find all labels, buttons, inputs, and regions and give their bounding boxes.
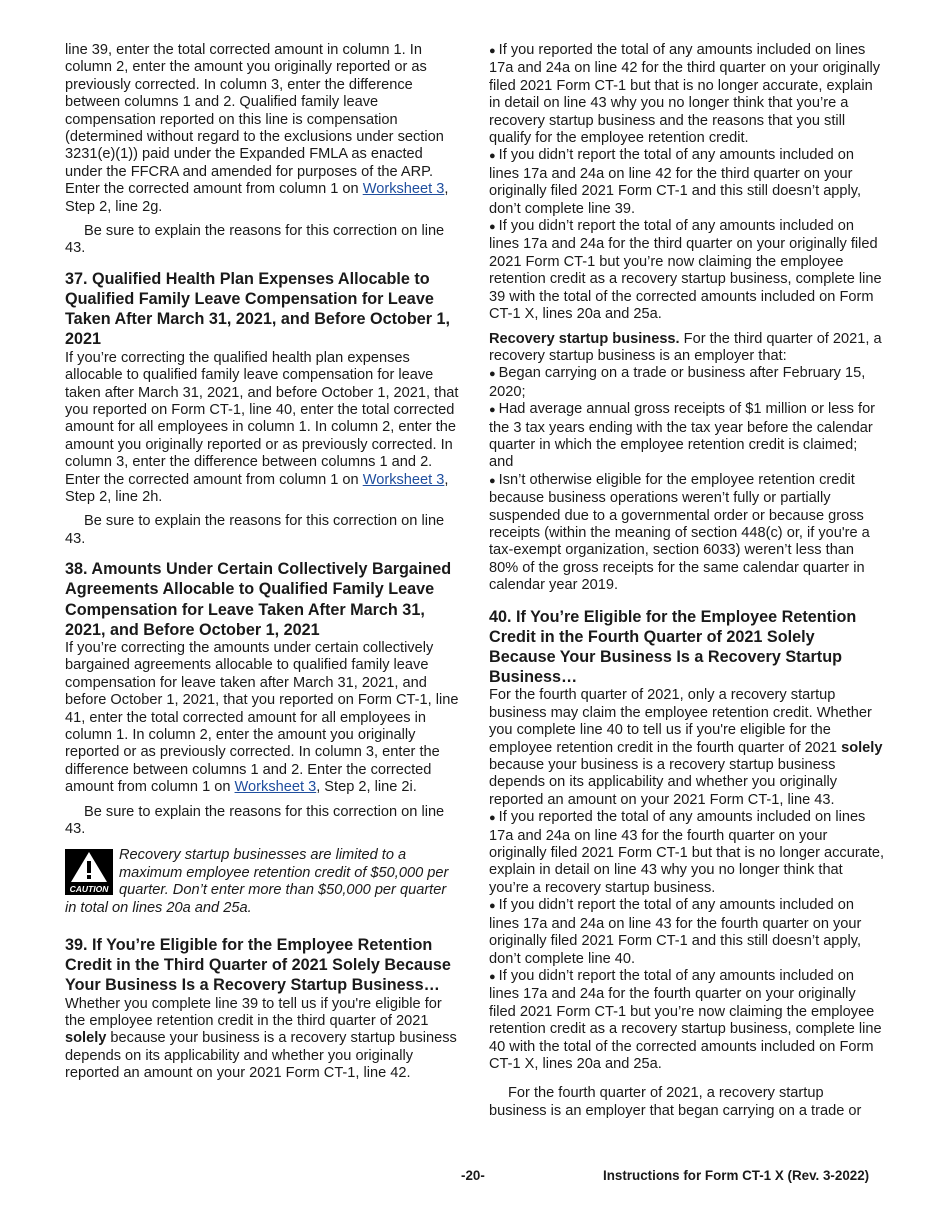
list-item: ● If you didn’t report the total of any amounts included on lines 17a and 24a for the third quarter on your originally filed 2021 Form CT-1 but you’re now claiming the employee retention credit as a recovery startup business, complete line 39 with the total of the corrected amounts included on Form CT-1 X, lines 20a and 25a.: [489, 218, 882, 323]
caution-text: Recovery startup businesses are limited to a maximum employee retention credit of $50,000 per quarter. Don’t enter more than $50,000 per quarter in total on lines 20a and 25a.: [65, 847, 449, 916]
page-number: -20-: [461, 1168, 485, 1183]
caution-icon: [65, 849, 113, 895]
explain-note: Be sure to explain the reasons for this correction on line 43.: [65, 513, 445, 547]
line37-body: If you’re correcting the qualified health plan expenses allocable to qualified family leave compensation for leave taken after March 31, 2021, and before October 1, 2021, that you reported on Form CT-1, line 40, enter the total corrected amount for all employees in column 1. In column 2, enter the amount you originally reported or as previously corrected. In column 3, enter the difference between columns 1 and 2. Enter the corrected amount from column 1 on Worksheet 3, Step 2, line 2h.: [65, 349, 459, 505]
explain-note: Be sure to explain the reasons for this correction on line 43.: [65, 803, 445, 838]
line38-body: If you’re correcting the amounts under certain collectively bargained agreements allocable to qualified family leave compensation for leave taken after March 31, 2021, and before October 1, 2021, that you reported on Form CT-1, line 41, enter the total corrected amount for all employees in column 1. In column 2, enter the amount you originally reported or as previously corrected. In column 3, enter the difference between columns 1 and 2. Enter the corrected amount from column 1 on Worksheet 3, Step 2, line 2i.: [65, 639, 459, 796]
caution-label: CAUTION: [69, 884, 109, 895]
line39-heading: 39. If You’re Eligible for the Employee Retention Credit in the Third Quarter of 2021 Solely Because Your Business Is a Recovery Startup Business…: [65, 936, 451, 995]
list-item: ● If you didn’t report the total of any amounts included on lines 17a and 24a for the fourth quarter on your originally filed 2021 Form CT-1 but you’re now claiming the employee retention credit as a recovery startup business, complete line 40 with the total of the corrected amounts included on Form CT-1 X, lines 20a and 25a.: [489, 967, 882, 1072]
list-item: ● Had average annual gross receipts of $1 million or less for the 3 tax years ending with the tax year before the calendar quarter in which the employee retention credit is claimed; and: [489, 401, 876, 471]
list-item: ● If you didn’t report the total of any amounts included on lines 17a and 24a on line 42 for the third quarter on your originally filed 2021 Form CT-1 and this still doesn’t apply, don’t complete line 39.: [489, 147, 862, 217]
left-column: [65, 42, 461, 1083]
worksheet-3-link[interactable]: Worksheet 3: [362, 471, 445, 488]
line40-body: For the fourth quarter of 2021, only a recovery startup business may claim the employee retention credit. Whether you complete line 40 to tell us if you're eligible for the employee retention credit in the fourth quarter of 2021 solely because your business is a recovery startup business depends on its applicability and whether you originally reported an amount on your 2021 Form CT-1, line 43.: [489, 687, 883, 808]
worksheet-3-link[interactable]: Worksheet 3: [234, 779, 317, 796]
caution-box: [65, 847, 461, 917]
line40-continuation: For the fourth quarter of 2021, a recovery startup business is an employer that began carrying on a trade or: [489, 1085, 862, 1119]
recovery-startup-definition: Recovery startup business. For the third quarter of 2021, a recovery startup business is an employer that:: [489, 330, 882, 364]
line40-heading: 40. If You’re Eligible for the Employee Retention Credit in the Fourth Quarter of 2021 Solely Because Your Business Is a Recovery Startup Business…: [489, 607, 857, 687]
list-item: ● Isn’t otherwise eligible for the employee retention credit because business operations weren’t fully or partially suspended due to a governmental order or because gross receipts (within the meaning of section 448(c) or, if you're a tax-exempt organization, section 6033) weren’t less than 80% of the gross receipts for the same calendar quarter in calendar year 2019.: [489, 471, 870, 594]
form-title: Instructions for Form CT-1 X (Rev. 3-2022): [603, 1168, 870, 1183]
line36-continuation: line 39, enter the total corrected amount in column 1. In column 2, enter the amount you originally reported or as previously corrected. In column 3, enter the difference between columns 1 and 2. Qualified family leave compensation reported on this line is compensation (determined without regard to the exclusions under section 3231(e)(1)) paid under the Expanded FMLA as enacted under the FFCRA and amended for purposes of the ARP. Enter the corrected amount from column 1 on Worksheet 3, Step 2, line 2g.: [65, 42, 449, 215]
line39-body: Whether you complete line 39 to tell us if you're eligible for the employee retention credit in the third quarter of 2021 solely because your business is a recovery startup business depends on its applicability and whether you originally reported an amount on your 2021 Form CT-1, line 42.: [65, 995, 457, 1082]
line38-heading: 38. Amounts Under Certain Collectively Bargained Agreements Allocable to Qualified Family Leave Compensation for Leave Taken After March 31, 2021, and Before October 1, 2021: [65, 560, 452, 639]
worksheet-3-link[interactable]: Worksheet 3: [362, 181, 445, 198]
list-item: ● If you reported the total of any amounts included on lines 17a and 24a on line 43 for the fourth quarter on your originally filed 2021 Form CT-1 but that is no longer accurate, explain in detail on line 43 why you no longer think that you’re a recovery startup business.: [489, 809, 885, 896]
list-item: ● Began carrying on a trade or business after February 15, 2020;: [489, 365, 866, 400]
list-item: ● If you reported the total of any amounts included on lines 17a and 24a on line 42 for the third quarter on your originally filed 2021 Form CT-1 but that is no longer accurate, explain in detail on line 43 why you no longer think that you’re a recovery startup business and the reasons that you still qualify for the employee retention credit.: [489, 42, 881, 147]
list-item: ● If you didn’t report the total of any amounts included on lines 17a and 24a on line 43 for the fourth quarter on your originally filed 2021 Form CT-1 and this still doesn’t apply, don’t complete line 40.: [489, 897, 862, 967]
explain-note: Be sure to explain the reasons for this correction on line 43.: [65, 223, 445, 257]
right-column: [489, 42, 885, 1120]
line37-heading: 37. Qualified Health Plan Expenses Allocable to Qualified Family Leave Compensation for Leave Taken After March 31, 2021, and Before October 1, 2021: [65, 269, 451, 349]
